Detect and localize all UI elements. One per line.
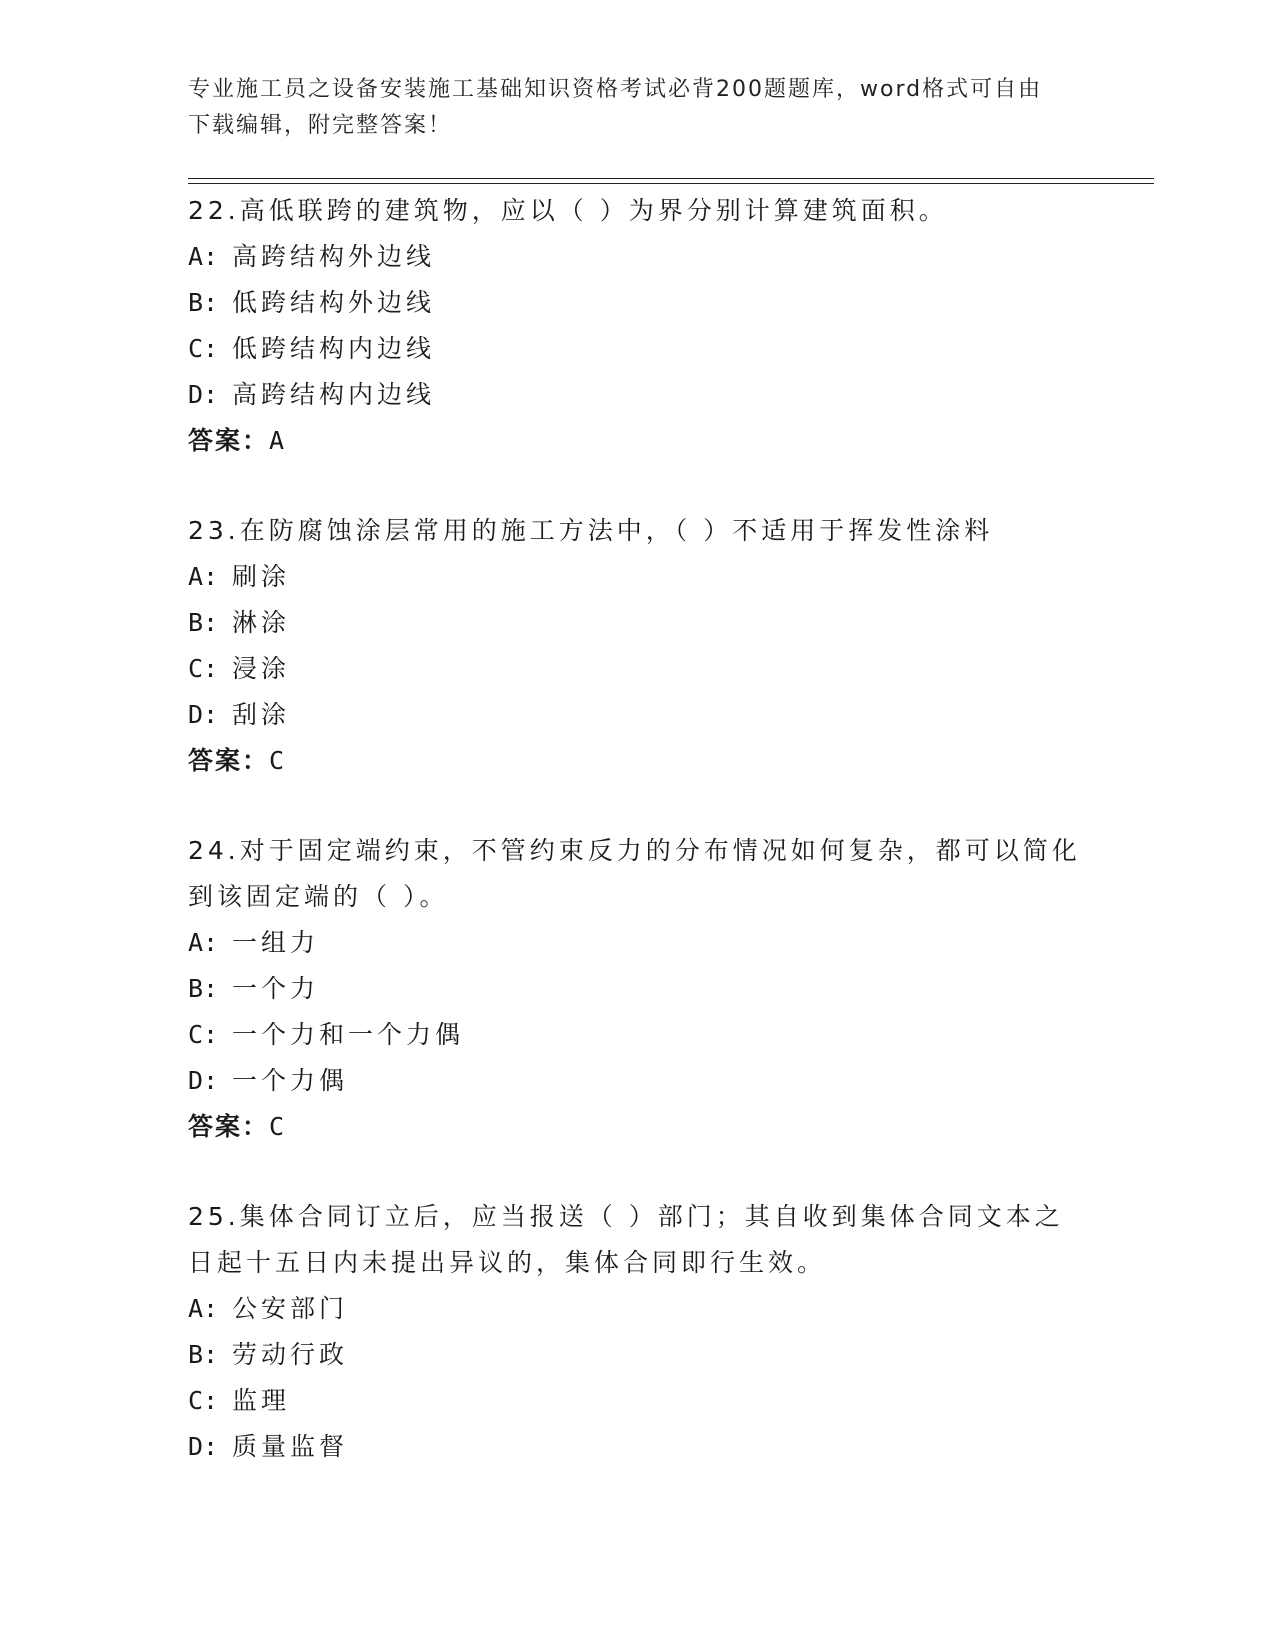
question-text-line-1: 25.集体合同订立后，应当报送（ ）部门；其自收到集体合同文本之 (188, 1202, 1064, 1231)
question-text: 22.高低联跨的建筑物，应以（ ）为界分别计算建筑面积。 (188, 196, 948, 225)
option-key: B: (188, 1340, 219, 1369)
option-b (188, 1332, 1088, 1378)
question-23 (188, 508, 1088, 784)
answer-line (188, 1104, 1088, 1150)
option-key: C: (188, 1386, 219, 1415)
option-a (188, 554, 1088, 600)
option-key: C: (188, 1020, 219, 1049)
option-text: 一组力 (232, 928, 320, 957)
option-text: 一个力 (232, 974, 320, 1003)
option-text: 质量监督 (232, 1432, 349, 1461)
answer-line (188, 738, 1088, 784)
option-key: D: (188, 380, 219, 409)
option-c (188, 646, 1088, 692)
option-key: A: (188, 242, 219, 271)
header-line-2: 下载编辑，附完整答案！ (188, 113, 453, 138)
option-text: 刮涂 (232, 700, 291, 729)
document-header (188, 72, 1088, 144)
header-divider-bottom (188, 183, 1154, 184)
option-key: A: (188, 562, 219, 591)
answer-label: 答案： (188, 426, 270, 455)
question-22 (188, 188, 1088, 464)
option-text: 刷涂 (232, 562, 291, 591)
option-key: B: (188, 974, 219, 1003)
option-c (188, 1012, 1088, 1058)
option-key: A: (188, 1294, 219, 1323)
option-a (188, 1286, 1088, 1332)
option-d (188, 692, 1088, 738)
option-text: 淋涂 (232, 608, 291, 637)
question-text-line-1: 24.对于固定端约束，不管约束反力的分布情况如何复杂，都可以简化 (188, 836, 1081, 865)
question-text: 23.在防腐蚀涂层常用的施工方法中，（ ）不适用于挥发性涂料 (188, 516, 994, 545)
option-text: 监理 (232, 1386, 291, 1415)
option-d (188, 1058, 1088, 1104)
option-key: C: (188, 654, 219, 683)
option-text: 低跨结构外边线 (232, 288, 436, 317)
option-text: 高跨结构内边线 (232, 380, 436, 409)
option-text: 低跨结构内边线 (232, 334, 436, 363)
answer-value: C (269, 746, 287, 775)
option-text: 高跨结构外边线 (232, 242, 436, 271)
option-text: 一个力偶 (232, 1066, 349, 1095)
answer-label: 答案： (188, 1112, 270, 1141)
option-d (188, 372, 1088, 418)
option-a (188, 920, 1088, 966)
header-line-1: 专业施工员之设备安装施工基础知识资格考试必背200题题库，word格式可自由 (188, 77, 1043, 102)
option-c (188, 1378, 1088, 1424)
answer-value: C (269, 1112, 287, 1141)
header-divider-top (188, 178, 1154, 179)
question-25 (188, 1194, 1088, 1470)
question-text-line-2: 日起十五日内未提出异议的，集体合同即行生效。 (188, 1248, 827, 1277)
option-text: 一个力和一个力偶 (232, 1020, 465, 1049)
option-text: 公安部门 (232, 1294, 349, 1323)
option-key: A: (188, 928, 219, 957)
question-24 (188, 828, 1088, 1150)
option-text: 劳动行政 (232, 1340, 349, 1369)
option-text: 浸涂 (232, 654, 291, 683)
answer-label: 答案： (188, 746, 270, 775)
option-a (188, 234, 1088, 280)
option-key: C: (188, 334, 219, 363)
option-d (188, 1424, 1088, 1470)
option-key: D: (188, 1432, 219, 1461)
option-key: D: (188, 1066, 219, 1095)
option-b (188, 600, 1088, 646)
option-key: B: (188, 288, 219, 317)
question-text-line-2: 到该固定端的（ ）。 (188, 882, 449, 911)
option-key: D: (188, 700, 219, 729)
answer-value: A (269, 426, 287, 455)
option-c (188, 326, 1088, 372)
option-b (188, 280, 1088, 326)
answer-line (188, 418, 1088, 464)
option-b (188, 966, 1088, 1012)
option-key: B: (188, 608, 219, 637)
